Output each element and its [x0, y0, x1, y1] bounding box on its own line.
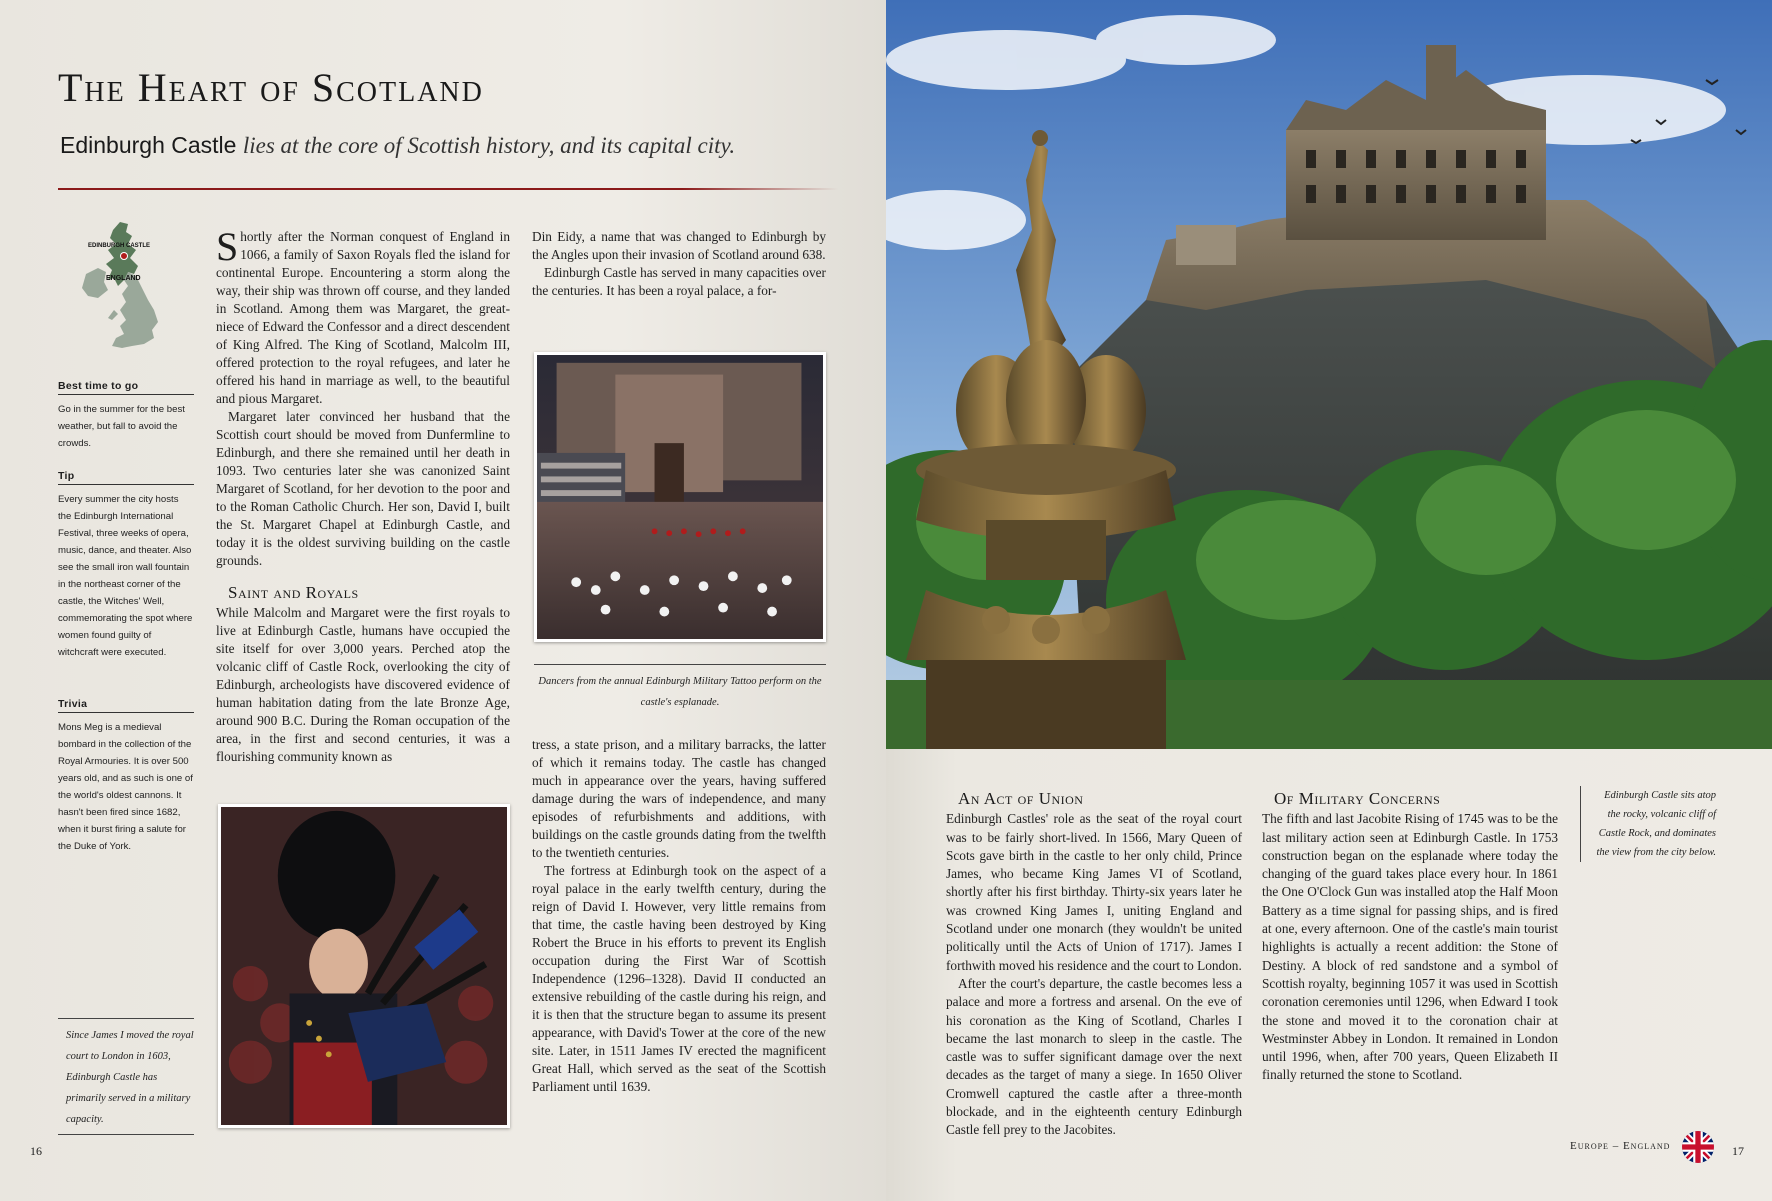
map-label-england: ENGLAND [106, 275, 141, 282]
body-column-3 [946, 790, 1242, 1140]
locator-map [58, 210, 198, 370]
col1-paragraph-3: While Malcolm and Margaret were the first royals to live at Edinburgh Castle, humans have occupied the site itself for over 3,000 years. Perched atop the volcanic cliff of Castle Rock, overlooking the city of Edinburgh, archeologists have discovered evidence of human habitation dating from the late Bronze Age, around 900 B.C. During the Roman occupation of the area, in the first and second centuries, it was a flourishing community known as [216, 605, 510, 764]
sidebar-tip [58, 470, 194, 661]
col1-paragraph-1: hortly after the Norman conquest of England in 1066, a family of Saxon Royals fled the island for continental Europe. Encountering a storm along the way, their ship was thrown off course, and they landed in Scotland. Among them was Margaret, the great-niece of Edward the Confessor and a direct descendent of King Alfred. The King of Scotland, Malcolm III, offered protection to the royal refugees, and later he offered his hand in marriage as well, to the beautiful and pious Margaret. [216, 229, 510, 406]
tattoo-photo [534, 352, 826, 642]
page-subtitle [60, 132, 735, 159]
body-column-2-bottom [532, 736, 826, 1096]
sidebar-text: Go in the summer for the best weather, but fall to avoid the crowds. [58, 404, 185, 449]
piper-photo [218, 804, 510, 1128]
sidebar-heading: Tip [58, 470, 194, 485]
page-title: The Heart of Scotland [58, 65, 484, 110]
sidebar-heading: Best time to go [58, 380, 194, 395]
body-column-4 [1262, 790, 1558, 1085]
page-number-right: 17 [1732, 1144, 1744, 1158]
sidebar-best-time [58, 380, 194, 452]
col3-paragraph-2: After the court's departure, the castle becomes less a palace and more a fortress and arsenal. On the eve of his coronation as the King of Scotland, Charles I became the last monarch to sleep in the castle. The castle was to suffer significant damage over the next decades as the target of many a siege. In 1650 Oliver Cromwell captured the castle after a three-month blockade, and in the eighteenth century Edinburgh Castle fell prey to the Jacobites. [946, 975, 1242, 1138]
title-rule [58, 188, 838, 190]
right-page [886, 0, 1772, 1201]
drop-cap: S [216, 224, 239, 269]
sidebar-text: Every summer the city hosts the Edinburgh International Festival, three weeks of opera, music, dance, and theater. Also see the small iron wall fountain in the northeast corner of the castle, the Witches' Well, commemorating the spot where women found guilty of witchcraft were executed. [58, 494, 193, 658]
subtitle-lead: Edinburgh Castle [60, 132, 237, 158]
tattoo-caption: Dancers from the annual Edinburgh Military Tattoo perform on the castle's esplanade. [534, 664, 826, 713]
sidebar-text: Mons Meg is a medieval bombard in the collection of the Royal Armouries. It is over 500 years old, and as such is one of the world's oldest cannons. It hasn't been fired since 1682, when it burst firing a salute for the Duke of York. [58, 722, 193, 852]
union-jack-icon [1682, 1131, 1714, 1163]
section-heading-act-of-union: An Act of Union [958, 789, 1084, 808]
col2-paragraph-3: tress, a state prison, and a military barracks, the latter of which it remains today. The castle has changed much in appearance over the years, having suffered damage during the wars of independence, and many episodes of refurbishments and additions, with buildings on the castle grounds dating from the twelfth to the twentieth centuries. [532, 737, 826, 860]
col2-paragraph-2: Edinburgh Castle has served in many capacities over the centuries. It has been a royal palace, a for- [532, 265, 826, 298]
col3-paragraph-1: Edinburgh Castles' role as the seat of the royal court was to be fairly short-lived. In 1566, Mary Queen of Scots gave birth in the castle to her only child, Prince James, who became King James VI of Scotland, shortly after his first birthday. Thirty-six years later he was crowned King James I, uniting England and Scotland under one monarch (they wouldn't be united politically until the Acts of Union of 1717). James I forthwith moved his residence and the court to London. [946, 811, 1242, 973]
section-heading-saint-and-royals: Saint and Royals [228, 583, 359, 602]
col1-paragraph-2: Margaret later convinced her husband that the Scottish court should be moved from Dunfermline to Edinburgh, and there she remained until her death in 1093. Two centuries later she was canonized Saint Margaret of Scotland, for her devotion to the poor and to the Roman Catholic Church. Her son, David I, built the St. Margaret Chapel at Edinburgh Castle, and today it is the oldest surviving building on the castle grounds. [216, 409, 510, 568]
page-number-left: 16 [30, 1144, 42, 1158]
body-column-2-top [532, 228, 826, 300]
body-column-1 [216, 224, 510, 766]
piper-caption: Since James I moved the royal court to London in 1603, Edinburgh Castle has primarily served in a military capacity. [58, 1018, 194, 1135]
castle-photo [886, 0, 1772, 749]
sidebar-heading: Trivia [58, 698, 194, 713]
col2-paragraph-1: Din Eidy, a name that was changed to Edinburgh by the Angles upon their invasion of Scotland around 638. [532, 229, 826, 262]
col4-paragraph-1: The fifth and last Jacobite Rising of 1745 was to be the last military action seen at Edinburgh Castle. In 1753 construction began on the esplanade where today the changing of the guard takes place every hour. In 1861 the One O'Clock Gun was installed atop the Half Moon Battery as a time signal for passing ships, and is fired at one, every afternoon. One of the castle's main tourist highlights is actually a recent addition: the Stone of Destiny. A block of red sandstone and a symbol of Scottish royalty, beginning 1057 it was used in Scottish coronation ceremonies until 1296, when Edward I took the stone and moved it to the coronation chair at Westminster Abbey in London. It remained in London until 1996, when, after 700 years, Queen Elizabeth II finally returned the stone to Scotland. [1262, 811, 1558, 1083]
section-heading-of-military-concerns: Of Military Concerns [1274, 789, 1441, 808]
location-dot-icon [121, 253, 128, 260]
sidebar-trivia [58, 698, 194, 855]
castle-caption: Edinburgh Castle sits atop the rocky, volcanic cliff of Castle Rock, and dominates the view from the city below. [1580, 786, 1716, 862]
subtitle-rest: lies at the core of Scottish history, and its capital city. [242, 133, 736, 158]
col2-paragraph-4: The fortress at Edinburgh took on the aspect of a royal palace in the early twelfth century, during the reign of David I. However, very little remains from that time, the castle having been destroyed by King Robert the Bruce in his efforts to prevent its English occupation during the First War of Scottish Independence (1296–1328). David II conducted an extensive rebuilding of the castle during his reign, and it is then that the structure began to assume its present appearance, with David's Tower at the core of the new site. Later, in 1511 James IV erected the magnificent Great Hall, which served as the seat of the Scottish Parliament until 1639. [532, 863, 826, 1094]
map-label-castle: EDINBURGH CASTLE [88, 243, 151, 249]
footer-section: Europe – England [1570, 1140, 1671, 1152]
